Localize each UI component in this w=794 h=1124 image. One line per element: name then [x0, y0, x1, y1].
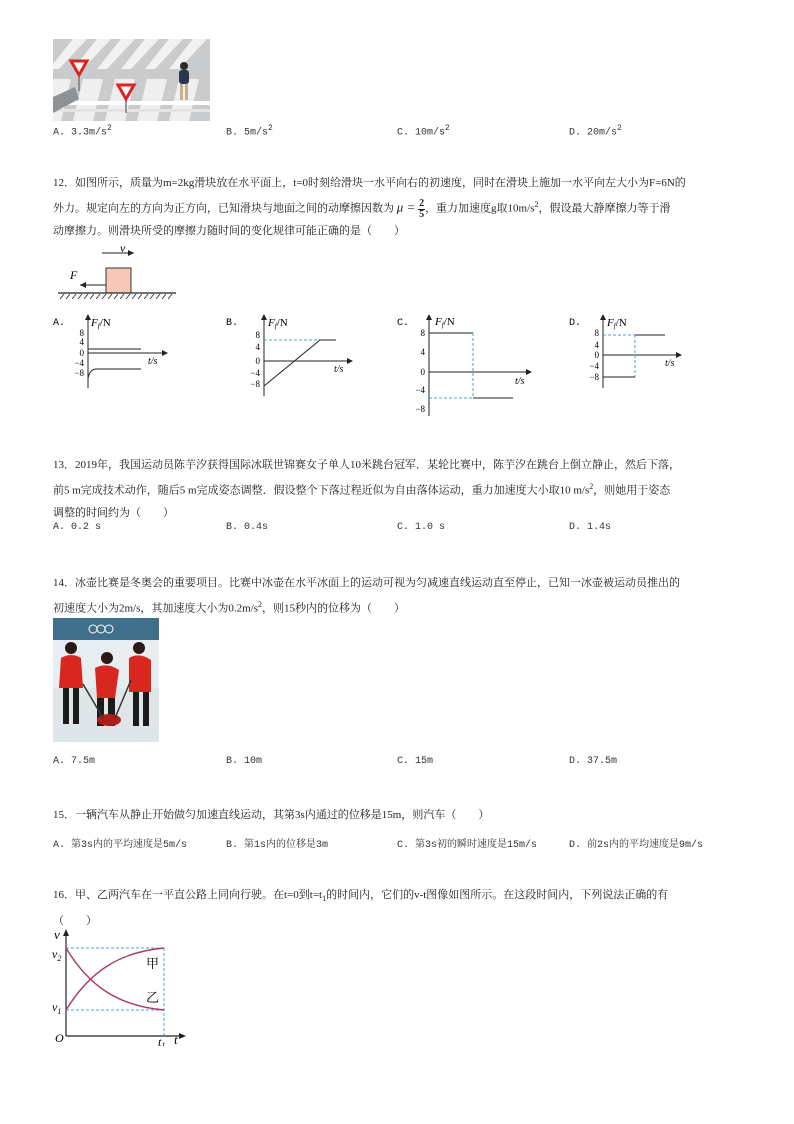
option-value: 前2s内的平均速度是9m/s — [587, 840, 704, 851]
option-letter: A. — [53, 127, 66, 139]
option-letter: B. — [226, 522, 239, 533]
tick-0: 0 — [594, 350, 599, 360]
q13-option-d[interactable] — [569, 522, 611, 533]
t-axis-label: t — [174, 1032, 178, 1046]
q11-option-c[interactable] — [397, 124, 450, 138]
option-letter: B. — [226, 756, 239, 767]
t1-label: t1 — [158, 1035, 166, 1046]
tick-4: 4 — [594, 340, 599, 350]
q16-line1 — [53, 884, 743, 910]
q13-option-b[interactable] — [226, 522, 268, 533]
option-value: 3.3m/s — [71, 127, 108, 139]
option-value: 第3s内的平均速度是5m/s — [71, 840, 188, 851]
q16-line2: （ ） — [53, 915, 97, 928]
q14-option-a[interactable] — [53, 756, 95, 767]
q14-line2 — [53, 594, 743, 620]
crosswalk-photo — [53, 39, 210, 121]
q12-line2c: ，假设最大静摩擦力等于滑 — [538, 202, 671, 215]
q14-line2b: ，则15秒内的位移为（ ） — [262, 602, 406, 615]
q11-option-a[interactable] — [53, 124, 112, 138]
q12-graph-b[interactable] — [226, 312, 356, 398]
option-value: 37.5m — [587, 756, 618, 767]
q13-line2 — [53, 476, 743, 502]
v1-label: $v_1$ — [52, 1000, 62, 1016]
q13-line2b: ，则她用于姿态 — [593, 484, 671, 497]
q13-option-c[interactable] — [397, 522, 445, 533]
option-letter: C. — [397, 756, 410, 767]
force-label: F — [70, 268, 78, 282]
q15-option-b[interactable] — [226, 835, 328, 851]
tick-neg8: −8 — [250, 379, 260, 389]
mu-fraction — [418, 199, 425, 220]
t-axis-label: t/s — [515, 376, 525, 387]
option-value: 1.4s — [587, 522, 612, 533]
option-letter: B. — [226, 840, 239, 851]
q14-text — [53, 572, 743, 620]
option-value: 15m — [415, 756, 434, 767]
tick-neg4: −4 — [589, 361, 599, 371]
q14-option-d[interactable] — [569, 756, 617, 767]
option-letter: C. — [397, 318, 410, 329]
tick-neg4: −4 — [74, 358, 84, 368]
q16-sub: 1 — [322, 894, 327, 904]
q12-text — [53, 172, 743, 242]
mu-symbol: μ = — [396, 199, 416, 215]
q15-option-d[interactable] — [569, 835, 703, 851]
option-letter: D. — [569, 840, 582, 851]
q12-line2a: 外力。规定向左的方向为正方向，已知滑块与地面之间的动摩擦因数为 — [53, 202, 394, 215]
option-letter: C. — [397, 522, 410, 533]
q16-text — [53, 884, 743, 932]
q14-exp: 2 — [258, 600, 263, 609]
option-exp: 2 — [617, 124, 622, 133]
frac-num: 2 — [419, 197, 425, 209]
option-letter: C. — [397, 840, 410, 851]
t-axis-label: t/s — [148, 356, 158, 367]
tick-neg8: −8 — [74, 368, 84, 378]
q13-line2a: 前5 m完成技术动作，随后5 m完成姿态调整．假设整个下落过程近似为自由落体运动，重力加速度大小取10 m/s — [53, 484, 590, 497]
option-value: 5m/s — [244, 127, 269, 139]
q14-line2a: 初速度大小为2m/s，其加速度大小为0.2m/s — [53, 602, 259, 615]
v-axis-label: v — [54, 927, 60, 942]
q11-option-d[interactable] — [569, 124, 622, 138]
q12-line3: 动摩擦力。则滑块所受的摩擦力随时间的变化规律可能正确的是（ ） — [53, 224, 405, 237]
tick-8: 8 — [594, 328, 599, 338]
option-letter: A. — [53, 318, 66, 329]
q16-line1a: 16．甲、乙两汽车在一平直公路上同向行驶。在t=0到t=t — [53, 889, 323, 901]
tick-8: 8 — [420, 328, 425, 338]
v2-label: $v_2$ — [52, 947, 62, 963]
option-value: 0.4s — [244, 522, 269, 533]
option-letter: D. — [569, 522, 582, 533]
tick-8: 8 — [79, 328, 84, 338]
option-value: 第1s内的位移是3m — [244, 840, 329, 851]
q16-vt-graph — [50, 926, 200, 1046]
tick-0: 0 — [79, 348, 84, 358]
option-value: 0.2 s — [71, 522, 102, 533]
t-axis-label: t/s — [665, 358, 675, 369]
tick-neg8: −8 — [589, 372, 599, 382]
option-value: 第3s初的瞬时速度是15m/s — [415, 840, 538, 851]
option-exp: 2 — [445, 124, 450, 133]
t-axis-label: t/s — [334, 364, 344, 375]
option-letter: A. — [53, 522, 66, 533]
option-exp: 2 — [107, 124, 112, 133]
option-value: 10m/s — [415, 127, 446, 139]
tick-0: 0 — [420, 367, 425, 377]
q12-line1: 12．如图所示，质量为m=2kg滑块放在水平面上，t=0时刻给滑块一水平向右的初速度，同时在滑块上施加一水平向左大小为F=6N的 — [53, 177, 686, 189]
y-axis-label: Ff/N — [91, 317, 111, 330]
y-axis-label: Ff/N — [268, 317, 288, 330]
option-letter: B. — [226, 318, 239, 329]
curling-photo — [53, 618, 159, 742]
q13-text — [53, 454, 743, 524]
q16-line1b: 的时间内，它们的v-t图像如图所示。在这段时间内，下列说法正确的有 — [326, 889, 669, 901]
origin-label: O — [55, 1031, 64, 1045]
option-letter: A. — [53, 840, 66, 851]
q13-line3: 调整的时间约为（ ） — [53, 506, 174, 519]
q12-line2b: ，重力加速度g取10m/s — [425, 202, 535, 215]
q12-exp: 2 — [534, 200, 539, 209]
frac-den: 5 — [419, 208, 425, 220]
q12-graph-c[interactable] — [397, 312, 537, 418]
tick-0: 0 — [255, 356, 260, 366]
option-value: 10m — [244, 756, 263, 767]
option-exp: 2 — [268, 124, 273, 133]
tick-neg4: −4 — [415, 385, 425, 395]
option-letter: D. — [569, 127, 582, 139]
velocity-label: v — [120, 243, 126, 255]
q12-graph-d[interactable] — [569, 312, 689, 390]
option-letter: D. — [569, 318, 582, 329]
option-value: 20m/s — [587, 127, 618, 139]
q13-line1: 13．2019年，我国运动员陈芋汐获得国际冰联世锦赛女子单人10米跳台冠军．某轮比赛中，陈芋汐在跳台上倒立静止，然后下落， — [53, 459, 680, 471]
q13-exp: 2 — [589, 482, 594, 491]
q13-option-a[interactable] — [53, 522, 101, 533]
tick-4: 4 — [420, 347, 425, 357]
q12-block-figure — [56, 243, 178, 303]
option-letter: B. — [226, 127, 239, 139]
q12-graph-a[interactable] — [53, 312, 173, 392]
q12-line2 — [53, 194, 743, 220]
tick-4: 4 — [79, 337, 84, 347]
y-axis-label: Ff/N — [435, 316, 455, 329]
q14-line1: 14．冰壶比赛是冬奥会的重要项目。比赛中冰壶在水平冰面上的运动可视为匀减速直线运动直至停止，已知一冰壶被运动员推出的 — [53, 577, 680, 589]
option-value: 7.5m — [71, 756, 96, 767]
yi-label: 乙 — [146, 990, 160, 1005]
option-value: 1.0 s — [415, 522, 446, 533]
tick-neg8: −8 — [415, 404, 425, 414]
tick-neg4: −4 — [250, 368, 260, 378]
q15-option-c[interactable] — [397, 835, 537, 851]
tick-8: 8 — [255, 330, 260, 340]
option-letter: D. — [569, 756, 582, 767]
option-letter: C. — [397, 127, 410, 139]
q11-option-b[interactable] — [226, 124, 273, 138]
q14-option-b[interactable] — [226, 756, 262, 767]
q15-option-a[interactable] — [53, 835, 187, 851]
option-letter: A. — [53, 756, 66, 767]
y-axis-label: Ff/N — [607, 317, 627, 330]
q14-option-c[interactable] — [397, 756, 433, 767]
tick-4: 4 — [255, 342, 260, 352]
jia-label: 甲 — [146, 956, 160, 971]
q15-text: 15．一辆汽车从静止开始做匀加速直线运动，其第3s内通过的位移是15m，则汽车（ ） — [53, 809, 490, 821]
